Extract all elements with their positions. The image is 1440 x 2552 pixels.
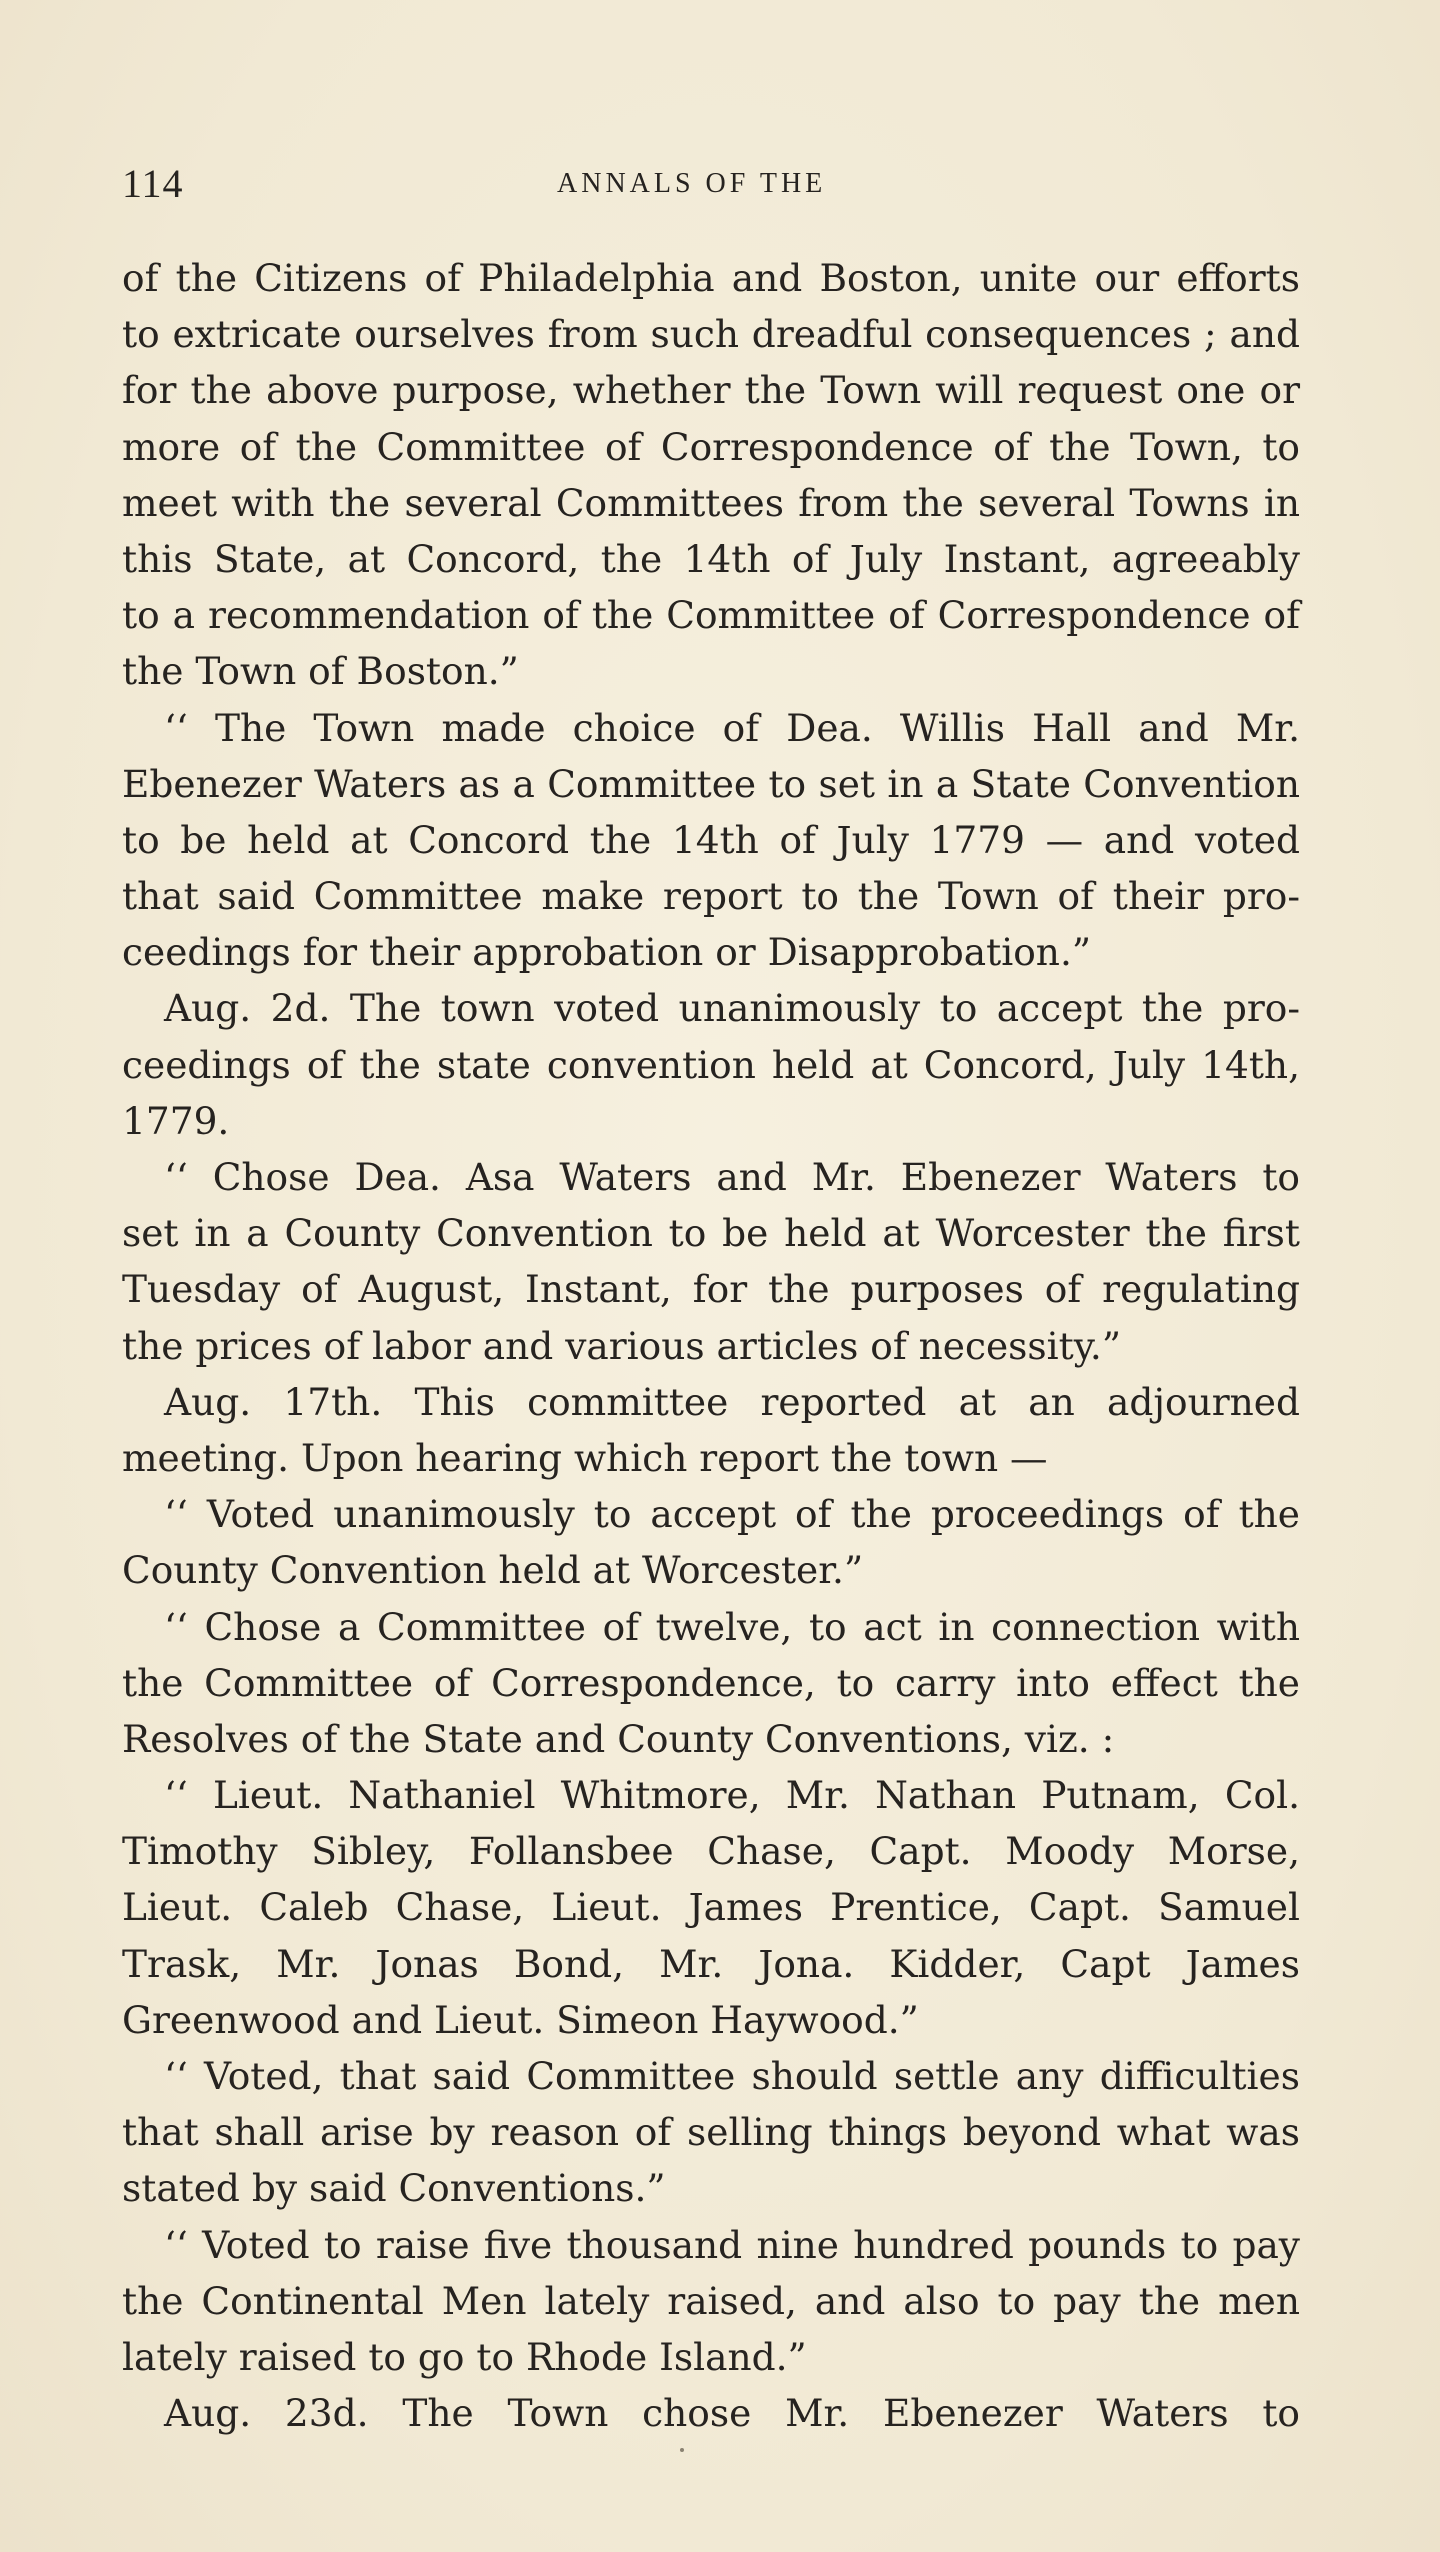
text-line: ‘‘ Voted to raise five thousand nine hundred pounds to pay bbox=[164, 2222, 1300, 2267]
text-line: Aug. 17th. This committee reported at an adjourned bbox=[164, 1379, 1300, 1424]
text-line: Greenwood and Lieut. Simeon Haywood.” bbox=[122, 1997, 919, 2042]
text-line: ‘‘ Chose a Committee of twelve, to act in connection with bbox=[164, 1604, 1300, 1649]
text-line: meeting. Upon hearing which report the town — bbox=[122, 1435, 1048, 1480]
text-line: the prices of labor and various articles of necessity.” bbox=[122, 1323, 1122, 1368]
text-line: ‘‘ Lieut. Nathaniel Whitmore, Mr. Nathan Putnam, Col. bbox=[164, 1773, 1300, 1818]
text-line: meet with the several Committees from the several Towns in bbox=[122, 480, 1300, 525]
text-line: this State, at Concord, the 14th of July Instant, agreeably bbox=[122, 536, 1300, 581]
text-line: ‘‘ The Town made choice of Dea. Willis Hall and Mr. bbox=[164, 705, 1300, 750]
text-line: ceedings of the state convention held at Concord, July 14th, bbox=[122, 1042, 1300, 1087]
text-line: the Town of Boston.” bbox=[122, 649, 519, 694]
text-line: stated by said Conventions.” bbox=[122, 2166, 666, 2211]
text-line: that said Committee make report to the Town of their pro- bbox=[122, 874, 1300, 919]
text-line: ‘‘ Chose Dea. Asa Waters and Mr. Ebenezer Waters to bbox=[164, 1155, 1300, 1199]
text-line: to extricate ourselves from such dreadful consequences ; and bbox=[122, 312, 1300, 357]
text-line: Ebenezer Waters as a Committee to set in a State Convention bbox=[122, 761, 1300, 806]
text-line: of the Citizens of Philadelphia and Boston, unite our efforts bbox=[122, 256, 1300, 300]
text-line: County Convention held at Worcester.” bbox=[122, 1548, 864, 1593]
text-line: for the above purpose, whether the Town will request one or bbox=[122, 368, 1300, 413]
text-line: that shall arise by reason of selling things beyond what was bbox=[122, 2110, 1300, 2155]
text-line: set in a County Convention to be held at Worcester the first bbox=[122, 1211, 1300, 1256]
body-text bbox=[122, 250, 1300, 2441]
text-line: Resolves of the State and County Conventions, viz. : bbox=[122, 1716, 1115, 1761]
text-line: Aug. 2d. The town voted unanimously to accept the pro- bbox=[164, 986, 1300, 1031]
text-line: 1779. bbox=[122, 1098, 230, 1143]
printer-speck bbox=[680, 2448, 684, 2452]
text-line: to be held at Concord the 14th of July 1779 — and voted bbox=[122, 817, 1300, 862]
text-line: ‘‘ Voted, that said Committee should settle any difficulties bbox=[164, 2054, 1300, 2098]
text-line: more of the Committee of Correspondence of the Town, to bbox=[122, 424, 1300, 469]
text-line: the Continental Men lately raised, and also to pay the men bbox=[122, 2278, 1300, 2323]
text-line: the Committee of Correspondence, to carry into effect the bbox=[122, 1660, 1300, 1705]
text-line: Trask, Mr. Jonas Bond, Mr. Jona. Kidder, Capt James bbox=[122, 1941, 1300, 1986]
text-line: ceedings for their approbation or Disapprobation.” bbox=[122, 930, 1092, 975]
text-line: Lieut. Caleb Chase, Lieut. James Prentice, Capt. Samuel bbox=[122, 1885, 1300, 1930]
text-line: Timothy Sibley, Follansbee Chase, Capt. Moody Morse, bbox=[122, 1829, 1300, 1874]
text-line: to a recommendation of the Committee of Correspondence of bbox=[122, 593, 1300, 638]
text-line: Tuesday of August, Instant, for the purposes of regulating bbox=[122, 1267, 1300, 1312]
text-line: lately raised to go to Rhode Island.” bbox=[122, 2334, 807, 2379]
page-number: 114 bbox=[122, 161, 184, 206]
running-head: ANNALS OF THE bbox=[557, 168, 827, 199]
page-header bbox=[122, 160, 1302, 210]
text-line: Aug. 23d. The Town chose Mr. Ebenezer Waters to bbox=[164, 2391, 1300, 2436]
text-line: ‘‘ Voted unanimously to accept of the proceedings of the bbox=[164, 1492, 1300, 1537]
